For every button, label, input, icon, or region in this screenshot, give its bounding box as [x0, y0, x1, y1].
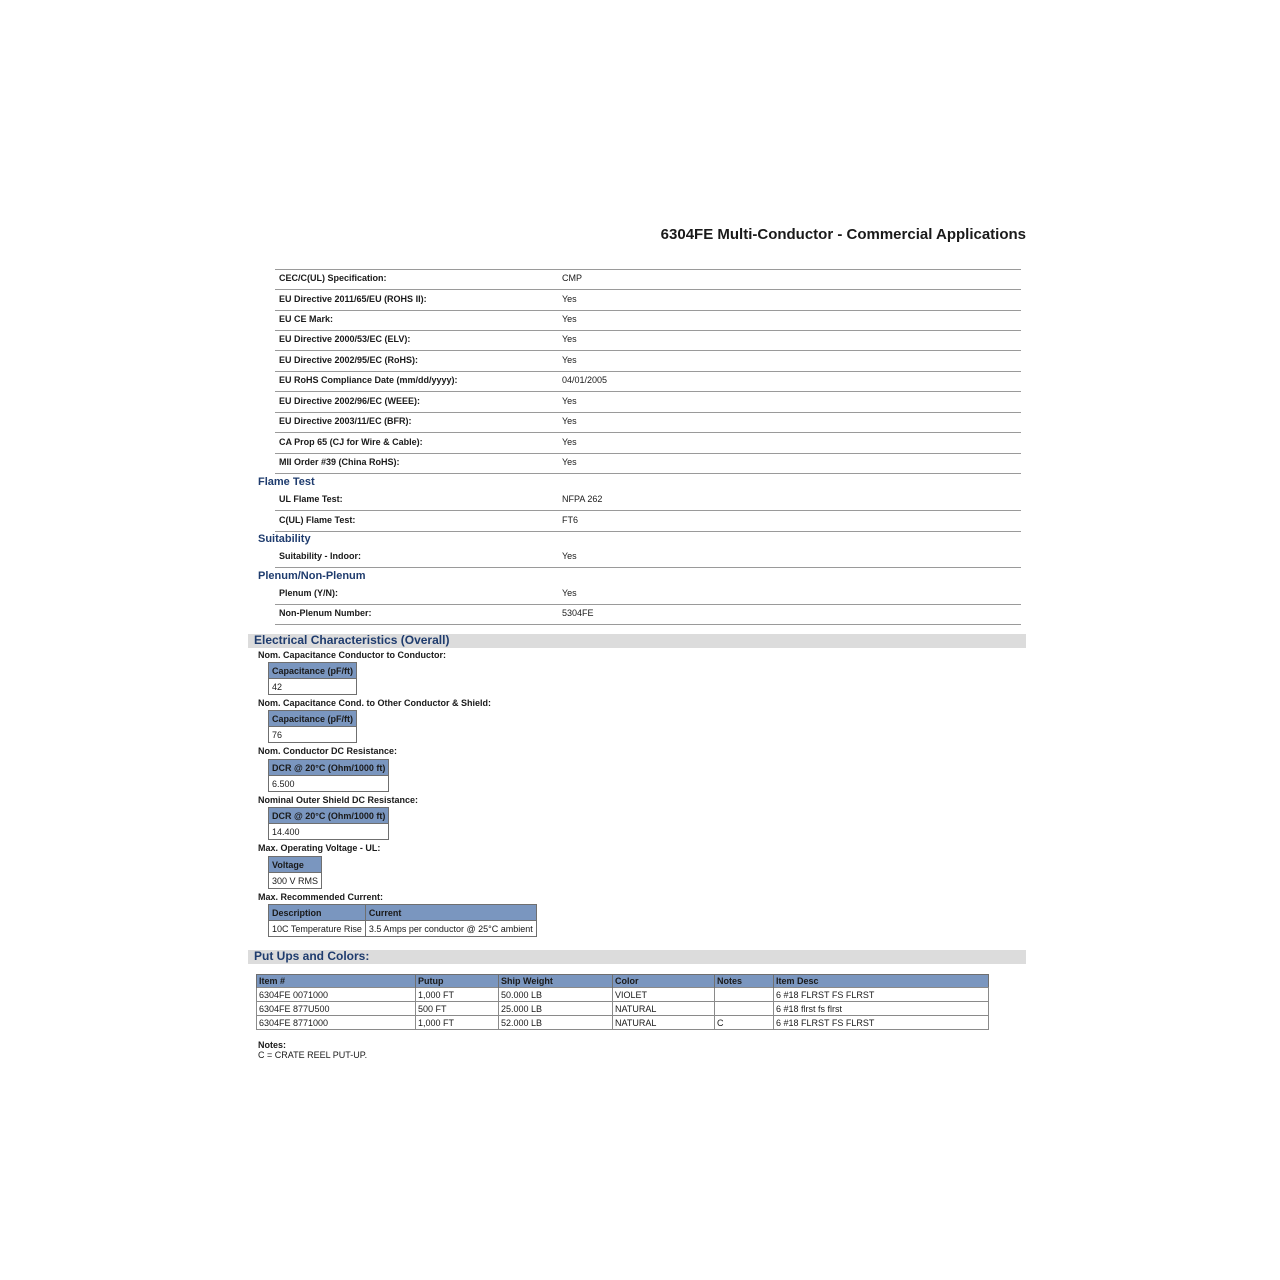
electrical-item-label: Nom. Conductor DC Resistance: [258, 746, 398, 756]
notes-title: Notes: [258, 1040, 287, 1050]
electrical-item-label: Max. Operating Voltage - UL: [258, 843, 381, 853]
spec-row [275, 310, 1021, 331]
spec-label: Non-Plenum Number: [279, 608, 372, 618]
putups-header-row [257, 975, 989, 988]
flame-test-heading: Flame Test [258, 476, 315, 488]
spec-value: Yes [562, 416, 577, 426]
spec-row [275, 453, 1021, 474]
plenum-heading: Plenum/Non-Plenum [258, 570, 366, 582]
spec-label: EU Directive 2003/11/EC (BFR): [279, 416, 412, 426]
table-cell: 76 [269, 727, 357, 743]
putups-section-band [248, 950, 1026, 964]
table-cell: 6.500 [269, 776, 389, 792]
table-cell: 52.000 LB [499, 1016, 613, 1030]
spec-row [275, 290, 1021, 311]
spec-value: Yes [562, 294, 577, 304]
column-header: Item # [257, 975, 416, 988]
table-cell: C [715, 1016, 774, 1030]
spec-label: EU CE Mark: [279, 314, 334, 324]
spec-value: Yes [562, 334, 577, 344]
spec-row [275, 392, 1021, 413]
table-header: Description [269, 905, 366, 921]
spec-label: UL Flame Test: [279, 494, 343, 504]
spec-row [275, 433, 1021, 454]
spec-row [275, 584, 1021, 605]
table-header: Current [365, 905, 536, 921]
table-cell [715, 988, 774, 1002]
table-cell: 6304FE 0071000 [257, 988, 416, 1002]
table-cell: 42 [269, 679, 357, 695]
spec-value: Yes [562, 457, 577, 467]
spec-value: Yes [562, 551, 577, 561]
spec-value: CMP [562, 273, 582, 283]
table-cell: NATURAL [613, 1002, 715, 1016]
dcr-table [268, 759, 389, 792]
electrical-item-label: Nom. Capacitance Cond. to Other Conductor & Shield: [258, 698, 492, 708]
table-cell: 300 V RMS [269, 873, 322, 889]
spec-row [275, 511, 1021, 532]
current-table [268, 904, 537, 937]
table-header: Capacitance (pF/ft) [269, 663, 357, 679]
table-header: Capacitance (pF/ft) [269, 711, 357, 727]
putups-table [256, 974, 989, 1030]
table-cell: 10C Temperature Rise [269, 921, 366, 937]
spec-label: C(UL) Flame Test: [279, 515, 356, 525]
electrical-item-label: Nom. Capacitance Conductor to Conductor: [258, 650, 447, 660]
spec-row [275, 351, 1021, 372]
spec-row [275, 269, 1021, 290]
notes-text: C = CRATE REEL PUT-UP. [258, 1050, 368, 1060]
column-header: Ship Weight [499, 975, 613, 988]
spec-label: EU Directive 2011/65/EU (ROHS II): [279, 294, 427, 304]
spec-label: EU Directive 2002/96/EC (WEEE): [279, 396, 421, 406]
spec-label: Suitability - Indoor: [279, 551, 361, 561]
spec-row [275, 604, 1021, 625]
spec-value: Yes [562, 396, 577, 406]
column-header: Color [613, 975, 715, 988]
spec-value: 04/01/2005 [562, 375, 608, 385]
voltage-table [268, 856, 322, 889]
spec-row [275, 547, 1021, 568]
table-cell: 500 FT [416, 1002, 499, 1016]
spec-row [275, 490, 1021, 511]
table-row [257, 1016, 989, 1030]
table-row [257, 1002, 989, 1016]
suitability-heading: Suitability [258, 533, 311, 545]
electrical-item-label: Max. Recommended Current: [258, 892, 384, 902]
capacitance-table [268, 662, 357, 695]
electrical-heading: Electrical Characteristics (Overall) [254, 633, 450, 647]
table-header: DCR @ 20°C (Ohm/1000 ft) [269, 760, 389, 776]
spec-label: CA Prop 65 (CJ for Wire & Cable): [279, 437, 423, 447]
capacitance-table [268, 710, 357, 743]
table-cell: 1,000 FT [416, 988, 499, 1002]
spec-value: Yes [562, 588, 577, 598]
table-cell: 6 #18 flrst fs flrst [774, 1002, 989, 1016]
page-title: 6304FE Multi-Conductor - Commercial Applications [660, 226, 1026, 243]
spec-row [275, 330, 1021, 351]
electrical-section-band [248, 634, 1026, 648]
table-cell [715, 1002, 774, 1016]
table-cell: 6 #18 FLRST FS FLRST [774, 988, 989, 1002]
table-cell: 50.000 LB [499, 988, 613, 1002]
spec-value: Yes [562, 355, 577, 365]
table-cell: 14.400 [269, 824, 389, 840]
table-header: Voltage [269, 857, 322, 873]
table-cell: 6304FE 8771000 [257, 1016, 416, 1030]
spec-label: EU RoHS Compliance Date (mm/dd/yyyy): [279, 375, 458, 385]
table-cell: 1,000 FT [416, 1016, 499, 1030]
column-header: Notes [715, 975, 774, 988]
column-header: Item Desc [774, 975, 989, 988]
table-cell: 6304FE 877U500 [257, 1002, 416, 1016]
dcr-table [268, 807, 389, 840]
table-cell: 25.000 LB [499, 1002, 613, 1016]
table-cell: NATURAL [613, 1016, 715, 1030]
column-header: Putup [416, 975, 499, 988]
electrical-item-label: Nominal Outer Shield DC Resistance: [258, 795, 419, 805]
spec-value: Yes [562, 314, 577, 324]
spec-value: NFPA 262 [562, 494, 603, 504]
table-cell: 6 #18 FLRST FS FLRST [774, 1016, 989, 1030]
table-header: DCR @ 20°C (Ohm/1000 ft) [269, 808, 389, 824]
spec-row [275, 371, 1021, 392]
spec-value: FT6 [562, 515, 579, 525]
table-row [257, 988, 989, 1002]
spec-label: EU Directive 2000/53/EC (ELV): [279, 334, 411, 344]
putups-heading: Put Ups and Colors: [254, 949, 370, 963]
spec-value: Yes [562, 437, 577, 447]
table-cell: 3.5 Amps per conductor @ 25°C ambient [365, 921, 536, 937]
spec-label: EU Directive 2002/95/EC (RoHS): [279, 355, 419, 365]
spec-label: MII Order #39 (China RoHS): [279, 457, 400, 467]
spec-label: Plenum (Y/N): [279, 588, 339, 598]
table-cell: VIOLET [613, 988, 715, 1002]
spec-value: 5304FE [562, 608, 594, 618]
spec-row [275, 412, 1021, 433]
spec-label: CEC/C(UL) Specification: [279, 273, 387, 283]
